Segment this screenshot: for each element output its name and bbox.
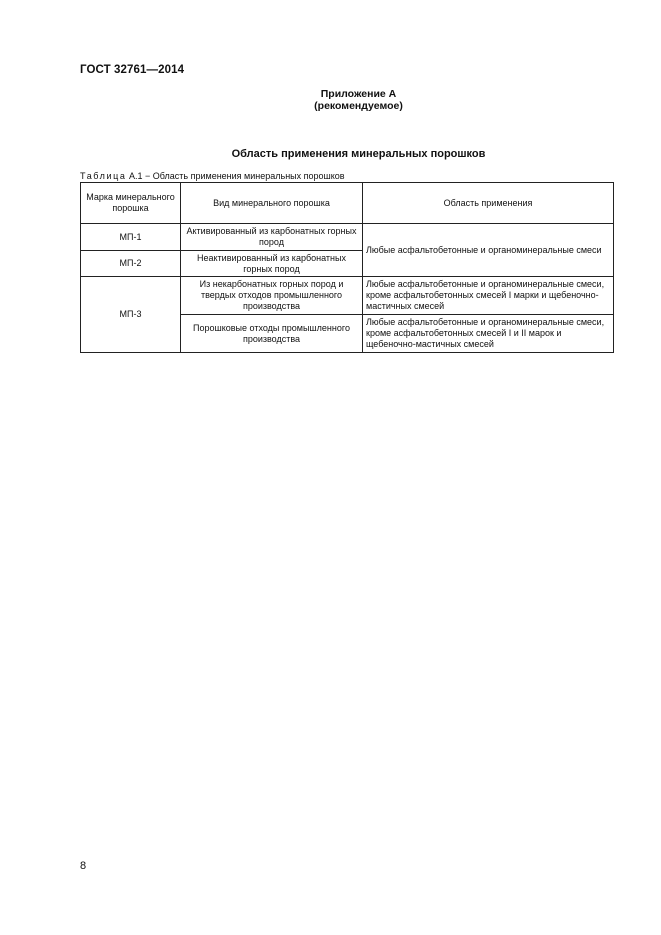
type-cell: Активированный из карбонатных горных пород: [181, 224, 363, 251]
document-header: ГОСТ 32761—2014: [80, 64, 185, 76]
table-caption-label: Таблица: [80, 171, 127, 181]
application-cell: Любые асфальтобетонные и органоминеральные смеси: [363, 224, 614, 277]
section-title: Область применения минеральных порошков: [231, 148, 486, 160]
type-cell: Из некарбонатных горных пород и твердых отходов промышленного производства: [181, 277, 363, 315]
grade-cell: МП-3: [81, 277, 181, 353]
table-row: [81, 277, 614, 315]
header-application: Область применения: [363, 183, 614, 224]
grade-cell: МП-2: [81, 251, 181, 277]
header-type: Вид минерального порошка: [181, 183, 363, 224]
type-cell: Неактивированный из карбонатных горных пород: [181, 251, 363, 277]
powder-application-table: [80, 182, 614, 353]
page-number: 8: [80, 860, 87, 872]
table-caption: [80, 171, 345, 181]
annex-subtitle: (рекомендуемое): [314, 100, 403, 112]
header-grade: Марка минерального порошка: [81, 183, 181, 224]
annex-title: Приложение А: [320, 88, 397, 100]
grade-cell: МП-1: [81, 224, 181, 251]
table-caption-text: А.1 − Область применения минеральных порошков: [129, 171, 345, 181]
table-row: [81, 224, 614, 251]
application-cell: Любые асфальтобетонные и органоминеральные смеси, кроме асфальтобетонных смесей I и II марок и щебеночно-мастичных смесей: [363, 315, 614, 353]
application-cell: Любые асфальтобетонные и органоминеральные смеси, кроме асфальтобетонных смесей I марки и щебеночно-мастичных смесей: [363, 277, 614, 315]
table-header-row: [81, 183, 614, 224]
type-cell: Порошковые отходы промышленного производства: [181, 315, 363, 353]
